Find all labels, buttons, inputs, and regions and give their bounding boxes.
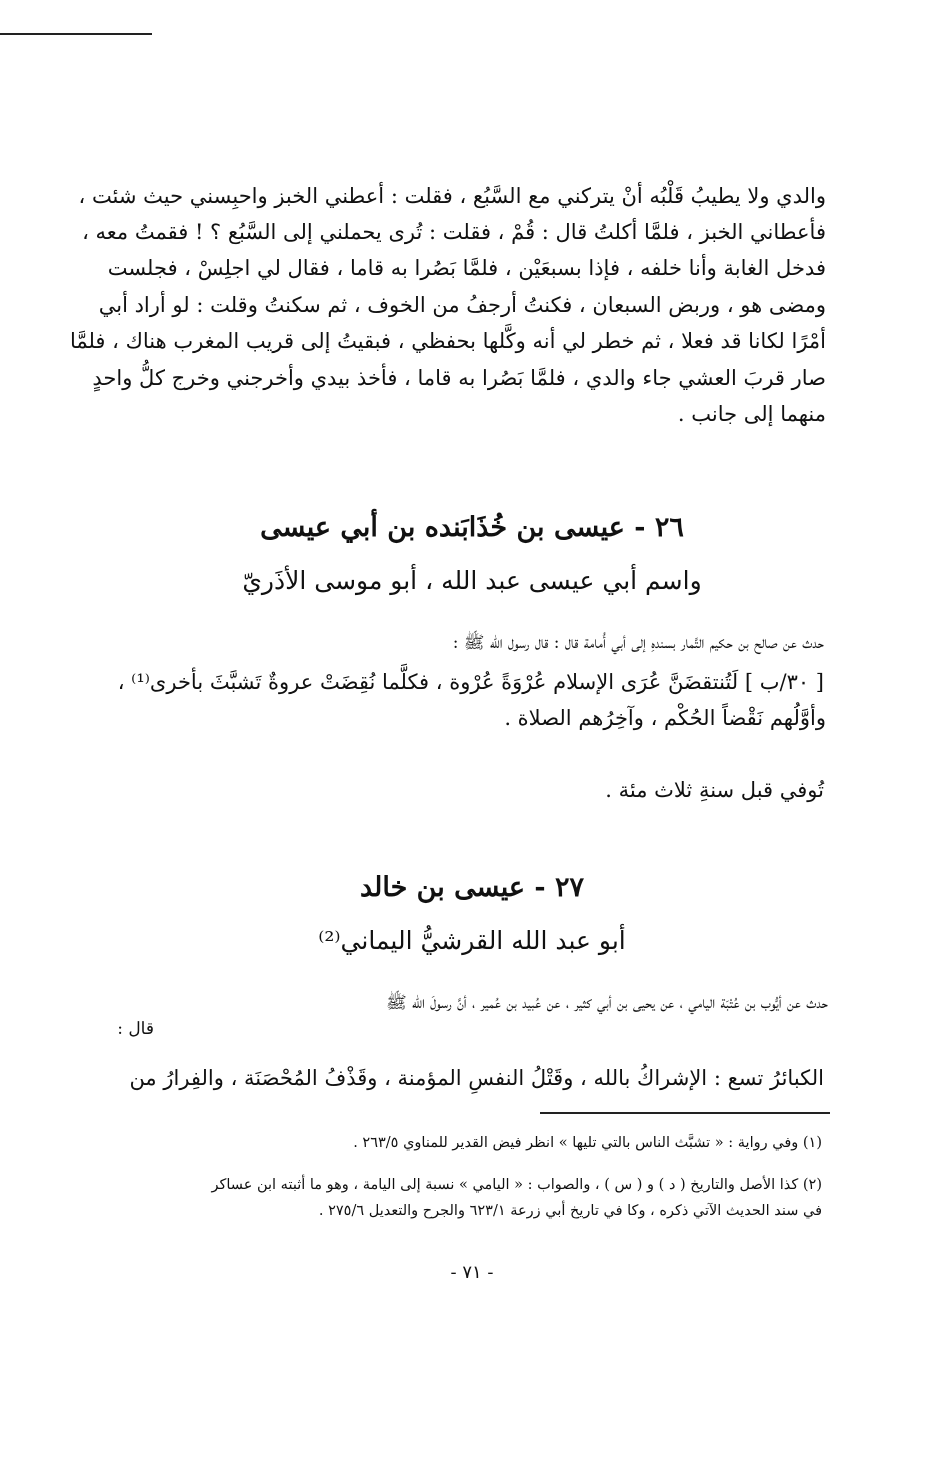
- body-line: أمْرًا لكانا قد فعلا ، ثم خطر لي أنه وكَّلها بحفظي ، فبقيتُ إلى قريب المغرب هناك ، فلمَّا: [69, 329, 826, 353]
- entry-26-death: تُوفي قبل سنةِ ثلاث مئة .: [605, 778, 824, 802]
- entry-27-hadith-start: الكبائرُ تسع : الإشراكُ بالله ، وقَتْلُ النفسِ المؤمنة ، وقَذْفُ المُحْصَنَة ، والفِرارُ من: [129, 1066, 824, 1090]
- footnote: في سند الحديث الآتي ذكره ، وكا في تاريخ أبي زرعة ٦٢٣/١ والجرح والتعديل ٢٧٥/٦ .: [318, 1203, 822, 1219]
- body-line: فأعطاني الخبز ، فلمَّا أكلتُ قال : قُمْ ، فقلت : تُرى يحملني إلى السَّبُع ؟ ! فقمتُ معه ،: [82, 220, 826, 244]
- entry-27-title: ٢٧ - عيسى بن خالد: [359, 872, 585, 903]
- entry-26-isnad: حدث عن صالح بن حكيم التَّمار بسندهِ إلى أبي أُمامة قال : قال رسول الله ﷺ :: [452, 633, 824, 653]
- entry-26-subtitle: واسم أبي عيسى عبد الله ، أبو موسى الأذَريّ: [242, 566, 702, 595]
- body-line: منهما إلى جانب .: [677, 402, 826, 426]
- entry-27-isnad-line: حدث عن أيُّوب بن عُتْبَة اليامي ، عن يحيى بن أبي كثير ، عن عُبيد بن عُمير ، أنَّ رسولَ الله ﷺ: [386, 993, 828, 1013]
- entry-27-isnad-line: قال :: [117, 1019, 154, 1039]
- page-number: - ٧١ -: [450, 1262, 494, 1283]
- entry-27-subtitle: أبو عبد الله القرشيُّ اليماني⁽²⁾: [318, 926, 626, 955]
- body-line: ومضى هو ، وربض السبعان ، فكنتُ أرجفُ من الخوف ، ثم سكنتُ وقلت : لو أراد أبي: [98, 293, 826, 317]
- entry-26-hadith-line: وأوَّلُهم نَقْضاً الحُكْم ، وآخِرُهم الصلاة .: [504, 706, 826, 730]
- footnote: (٢) كذا الأصل والتاريخ ( د ) و ( س ) ، والصواب : « اليامي » نسبة إلى اليامة ، وهو ما أثبته ابن عساكر: [211, 1177, 822, 1193]
- body-line: والدي ولا يطيبُ قَلْبُه أنْ يتركني مع السَّبُع ، فقلت : أعطني الخبز واحبِسني حيث شئت ،: [78, 184, 826, 208]
- entry-26-title: ٢٦ - عيسى بن خُذَابَنده بن أبي عيسى: [260, 512, 684, 543]
- entry-26-hadith-line: [ ٣٠/ب ] لَتُنتقضَنَّ عُرَى الإسلام عُرْوَةً عُرْوة ، فكلَّما نُقِضَتْ عروةٌ تَشبَّثَ بأخرى⁽¹⁾ ،: [117, 670, 824, 694]
- footnote-separator: [540, 1112, 830, 1114]
- top-edge-rule: [0, 33, 152, 35]
- body-line: صار قربَ العشي جاء والدي ، فلمَّا بَصُرا به قاما ، فأخذ بيدي وأخرجني وخرج كلُّ واحدٍ: [92, 366, 826, 390]
- body-line: فدخل الغابة وأنا خلفه ، فإذا بسبعَيْن ، فلمَّا بَصُرا به قاما ، فقال لي اجلِسْ ، فجلست: [107, 256, 826, 280]
- footnote: (١) وفي رواية : « تشبَّث الناس بالتي تليها » انظر فيض القدير للمناوي ٢٦٣/٥ .: [353, 1135, 822, 1151]
